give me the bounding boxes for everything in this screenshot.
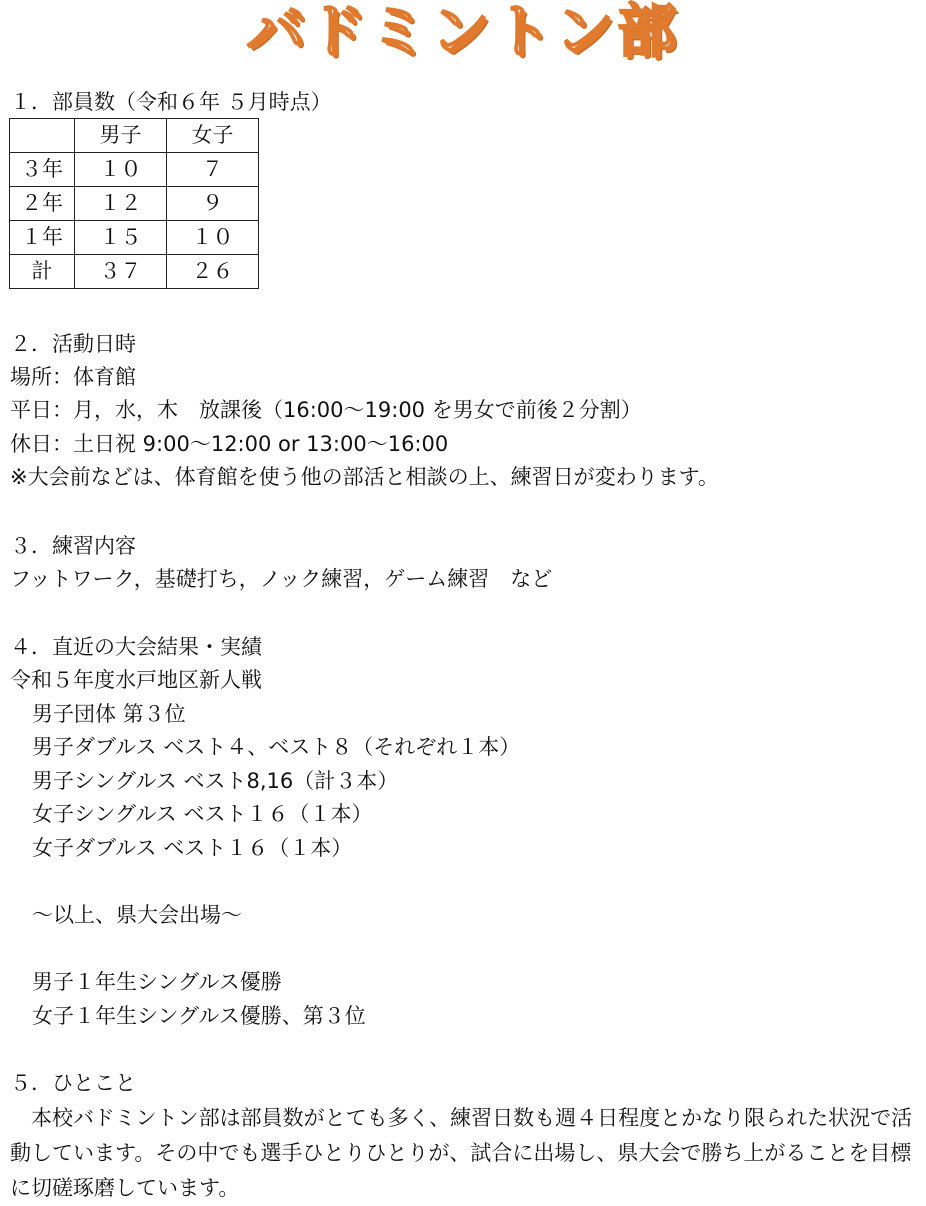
activity-weekdays: 平日：月，水，木 放課後（16:00～19:00 を男女で前後２分割） bbox=[10, 398, 642, 422]
table-cell: ９ bbox=[167, 187, 259, 221]
activity-note: ※大会前などは、体育館を使う他の部活と相談の上、練習日が変わります。 bbox=[10, 465, 719, 489]
result-item: 女子１年生シングルス優勝、第３位 bbox=[32, 1004, 366, 1028]
practice-content: フットワーク，基礎打ち，ノック練習，ゲーム練習 など bbox=[10, 567, 553, 591]
members-table bbox=[9, 118, 259, 289]
table-header-row bbox=[10, 119, 259, 153]
table-row bbox=[10, 187, 259, 221]
activity-place: 場所：体育館 bbox=[10, 365, 136, 389]
result-item: 男子１年生シングルス優勝 bbox=[32, 970, 282, 994]
table-cell: 計 bbox=[10, 255, 75, 289]
section-1-heading: １．部員数（令和６年 ５月時点） bbox=[10, 90, 332, 114]
section-4-heading: ４．直近の大会結果・実績 bbox=[10, 635, 262, 659]
section-2-heading: ２．活動日時 bbox=[10, 332, 136, 356]
page-title: バドミントン部 bbox=[246, 0, 680, 65]
table-cell: １０ bbox=[167, 221, 259, 255]
table-header-cell: 男子 bbox=[75, 119, 167, 153]
activity-holidays: 休日：土日祝 9:00～12:00 or 13:00～16:00 bbox=[10, 432, 449, 456]
result-item: 男子団体 第３位 bbox=[32, 702, 186, 726]
result-item: 女子シングルス ベスト１６（１本） bbox=[32, 802, 373, 826]
table-cell: ２６ bbox=[167, 255, 259, 289]
table-cell: １年 bbox=[10, 221, 75, 255]
result-item: 男子シングルス ベスト8,16（計３本） bbox=[32, 769, 399, 793]
result-item: 女子ダブルス ベスト１６（１本） bbox=[32, 836, 353, 860]
section-3-heading: ３．練習内容 bbox=[10, 534, 136, 558]
table-cell: ７ bbox=[167, 153, 259, 187]
table-cell: ３７ bbox=[75, 255, 167, 289]
result-item: 男子ダブルス ベスト４、ベスト８（それぞれ１本） bbox=[32, 735, 521, 759]
table-header-cell bbox=[10, 119, 75, 153]
table-cell: １０ bbox=[75, 153, 167, 187]
table-cell: １５ bbox=[75, 221, 167, 255]
section-5-heading: ５．ひとこと bbox=[10, 1071, 136, 1095]
table-row bbox=[10, 153, 259, 187]
comment-paragraph: 本校バドミントン部は部員数がとても多く、練習日数も週４日程度とかなり限られた状況で活動しています。その中でも選手ひとりひとりが、試合に出場し、県大会で勝ち上がることを目標に切磋琢磨しています。 bbox=[10, 1106, 913, 1200]
table-cell: ３年 bbox=[10, 153, 75, 187]
tournament-name: 令和５年度水戸地区新人戦 bbox=[10, 668, 262, 692]
table-row bbox=[10, 221, 259, 255]
table-cell: ２年 bbox=[10, 187, 75, 221]
table-header-cell: 女子 bbox=[167, 119, 259, 153]
table-row bbox=[10, 255, 259, 289]
table-cell: １２ bbox=[75, 187, 167, 221]
prefectural-note: ～以上、県大会出場～ bbox=[32, 903, 242, 927]
